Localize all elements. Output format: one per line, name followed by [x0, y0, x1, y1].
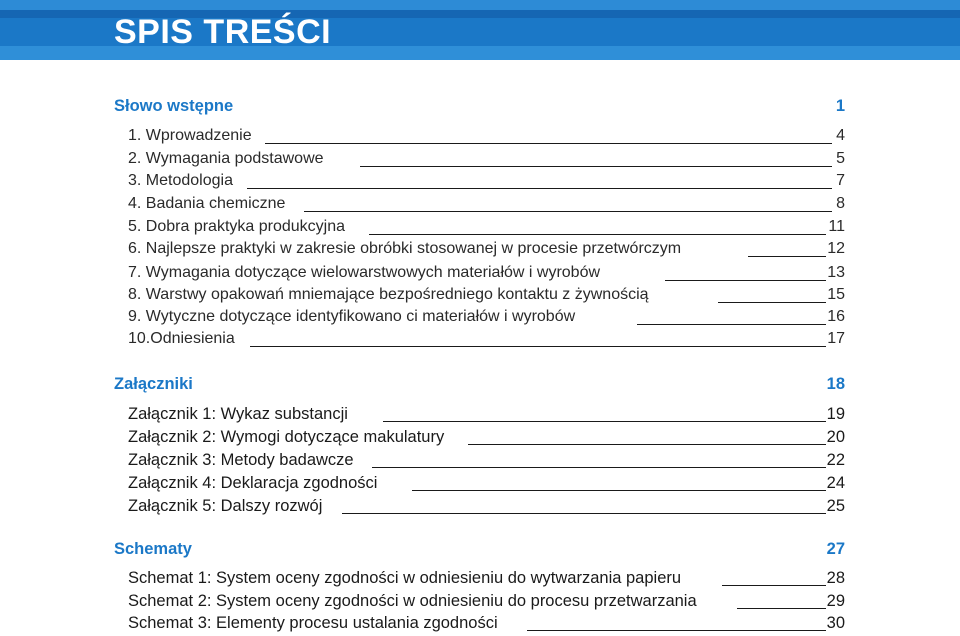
entry-label: 1. Wprowadzenie — [128, 127, 252, 144]
entry-page: 28 — [826, 569, 845, 587]
entry-label: 4. Badania chemiczne — [128, 195, 286, 212]
entry-page: 5 — [836, 150, 845, 167]
entry-page: 11 — [828, 218, 845, 235]
dot-leader — [737, 608, 826, 609]
toc-entry[interactable] — [0, 150, 960, 172]
entry-label: 9. Wytyczne dotyczące identyfikowano ci materiałów i wyrobów — [128, 308, 576, 325]
section-title: Załączniki — [114, 375, 193, 393]
entry-label: Schemat 2: System oceny zgodności w odniesieniu do procesu przetwarzania — [128, 592, 697, 610]
dot-leader — [250, 346, 826, 347]
toc-entry[interactable] — [0, 405, 960, 427]
dot-leader — [718, 302, 826, 303]
toc-section-heading[interactable] — [0, 375, 960, 397]
toc-entry[interactable] — [0, 614, 960, 636]
entry-label: 8. Warstwy opakowań mniemające bezpośredniego kontaktu z żywnością — [128, 286, 649, 303]
toc-entry[interactable] — [0, 195, 960, 217]
entry-page: 22 — [826, 451, 845, 469]
toc-section-heading[interactable] — [0, 540, 960, 562]
entry-page: 8 — [836, 195, 845, 212]
dot-leader — [468, 444, 826, 445]
toc-section-heading[interactable] — [0, 97, 960, 119]
entry-page: 30 — [826, 614, 845, 632]
toc-entry[interactable] — [0, 497, 960, 519]
entry-page: 20 — [826, 428, 845, 446]
toc-entry[interactable] — [0, 218, 960, 240]
section-title: Schematy — [114, 540, 192, 558]
entry-label: 6. Najlepsze praktyki w zakresie obróbki stosowanej w procesie przetwórczym — [128, 240, 682, 257]
entry-label: Załącznik 5: Dalszy rozwój — [128, 497, 323, 515]
header-stripe — [0, 0, 960, 10]
entry-label: Schemat 3: Elementy procesu ustalania zgodności — [128, 614, 498, 632]
toc-entry[interactable] — [0, 264, 960, 286]
toc-entry[interactable] — [0, 428, 960, 450]
toc-entry[interactable] — [0, 474, 960, 496]
entry-label: 3. Metodologia — [128, 172, 233, 189]
entry-label: Załącznik 2: Wymogi dotyczące makulatury — [128, 428, 445, 446]
entry-page: 12 — [827, 240, 845, 257]
dot-leader — [247, 188, 832, 189]
entry-page: 13 — [827, 264, 845, 281]
toc-entry[interactable] — [0, 172, 960, 194]
dot-leader — [383, 421, 826, 422]
entry-label: Schemat 1: System oceny zgodności w odniesieniu do wytwarzania papieru — [128, 569, 682, 587]
entry-label: 7. Wymagania dotyczące wielowarstwowych materiałów i wyrobów — [128, 264, 601, 281]
toc-entry[interactable] — [0, 330, 960, 352]
dot-leader — [527, 630, 826, 631]
page-title: SPIS TREŚCI — [114, 13, 332, 51]
dot-leader — [360, 166, 832, 167]
dot-leader — [369, 234, 826, 235]
entry-label: 2. Wymagania podstawowe — [128, 150, 324, 167]
entry-page: 16 — [827, 308, 845, 325]
entry-page: 24 — [826, 474, 845, 492]
header-band — [0, 0, 960, 60]
dot-leader — [304, 211, 832, 212]
entry-label: 10.Odniesienia — [128, 330, 235, 347]
dot-leader — [412, 490, 826, 491]
dot-leader — [342, 513, 826, 514]
toc-entry[interactable] — [0, 569, 960, 591]
toc-entry[interactable] — [0, 592, 960, 614]
entry-page: 17 — [827, 330, 845, 347]
dot-leader — [265, 143, 832, 144]
section-page: 18 — [826, 375, 845, 393]
toc-entry[interactable] — [0, 451, 960, 473]
toc-entry[interactable] — [0, 308, 960, 330]
entry-page: 29 — [826, 592, 845, 610]
entry-page: 19 — [826, 405, 845, 423]
section-page: 27 — [826, 540, 845, 558]
entry-page: 7 — [836, 172, 845, 189]
entry-page: 4 — [836, 127, 845, 144]
dot-leader — [665, 280, 826, 281]
toc-entry[interactable] — [0, 240, 960, 262]
dot-leader — [748, 256, 826, 257]
entry-label: Załącznik 4: Deklaracja zgodności — [128, 474, 378, 492]
section-page: 1 — [835, 97, 845, 115]
toc-entry[interactable] — [0, 127, 960, 149]
toc-entry[interactable] — [0, 286, 960, 308]
entry-page: 25 — [826, 497, 845, 515]
dot-leader — [722, 585, 826, 586]
entry-label: Załącznik 3: Metody badawcze — [128, 451, 354, 469]
entry-label: 5. Dobra praktyka produkcyjna — [128, 218, 345, 235]
dot-leader — [637, 324, 826, 325]
section-title: Słowo wstępne — [114, 97, 234, 115]
dot-leader — [372, 467, 826, 468]
entry-label: Załącznik 1: Wykaz substancji — [128, 405, 348, 423]
entry-page: 15 — [827, 286, 845, 303]
